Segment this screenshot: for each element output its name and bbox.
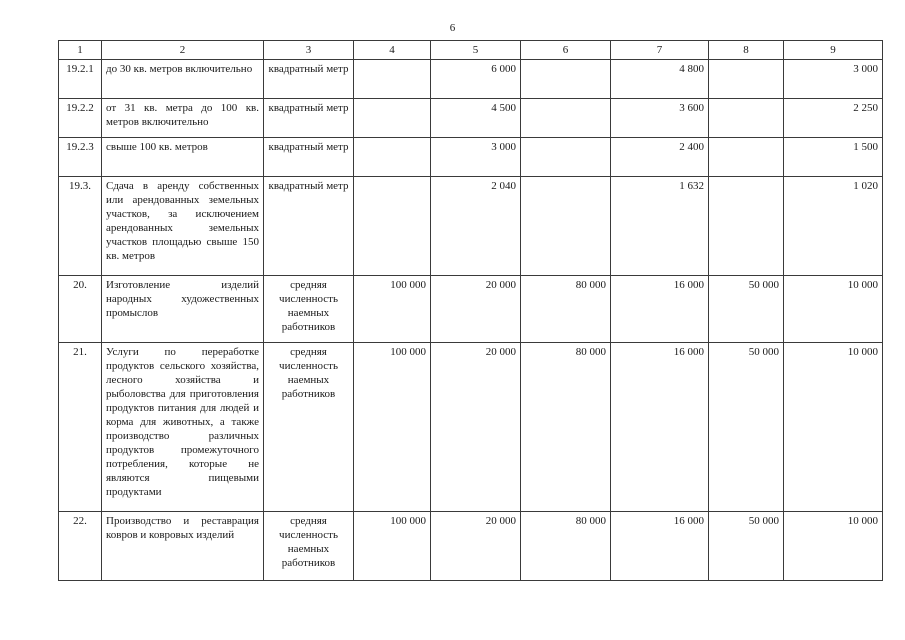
- row-activity: Изготовление изделий народных художественных промыслов: [102, 276, 264, 343]
- table-row: [59, 276, 883, 343]
- row-unit: квадратный метр: [264, 60, 354, 99]
- row-value-col7: 16 000: [611, 276, 709, 343]
- row-value-col5: 4 500: [431, 99, 521, 138]
- row-value-col8: 50 000: [709, 512, 784, 581]
- row-unit: средняя численность наемных работников: [264, 343, 354, 512]
- column-header-8: 8: [709, 41, 784, 60]
- row-value-col8: 50 000: [709, 276, 784, 343]
- row-value-col8: [709, 60, 784, 99]
- row-value-col5: 3 000: [431, 138, 521, 177]
- table-row: [59, 99, 883, 138]
- row-unit: средняя численность наемных работников: [264, 276, 354, 343]
- table-row: [59, 343, 883, 512]
- row-number: 21.: [59, 343, 102, 512]
- row-value-col7: 2 400: [611, 138, 709, 177]
- row-value-col6: [521, 138, 611, 177]
- row-value-col8: [709, 99, 784, 138]
- row-value-col4: 100 000: [354, 343, 431, 512]
- row-unit: квадратный метр: [264, 177, 354, 276]
- row-value-col4: [354, 99, 431, 138]
- row-value-col9: 2 250: [784, 99, 883, 138]
- column-header-5: 5: [431, 41, 521, 60]
- row-value-col5: 2 040: [431, 177, 521, 276]
- header-row: [59, 41, 883, 60]
- row-activity: до 30 кв. метров включительно: [102, 60, 264, 99]
- row-value-col9: 10 000: [784, 343, 883, 512]
- row-activity: Производство и реставрация ковров и ковровых изделий: [102, 512, 264, 581]
- row-value-col6: [521, 177, 611, 276]
- row-activity: Услуги по переработке продуктов сельского хозяйства, лесного хозяйства и рыболовства для приготовления продуктов питания для людей и корма для животных, а также производство различных продуктов промежуточного потребления, которые не являются пищевыми продуктами: [102, 343, 264, 512]
- row-activity: свыше 100 кв. метров: [102, 138, 264, 177]
- row-value-col7: 16 000: [611, 343, 709, 512]
- row-value-col5: 20 000: [431, 276, 521, 343]
- row-value-col5: 20 000: [431, 343, 521, 512]
- row-value-col8: [709, 177, 784, 276]
- row-value-col7: 1 632: [611, 177, 709, 276]
- table-row: [59, 60, 883, 99]
- page-number: 6: [449, 22, 456, 34]
- row-value-col9: 3 000: [784, 60, 883, 99]
- row-unit: средняя численность наемных работников: [264, 512, 354, 581]
- row-value-col4: 100 000: [354, 276, 431, 343]
- row-value-col9: 1 020: [784, 177, 883, 276]
- row-activity: Сдача в аренду собственных или арендованных земельных участков, за исключением арендованных земельных участков площадью свыше 150 кв. метров: [102, 177, 264, 276]
- row-number: 19.2.3: [59, 138, 102, 177]
- row-value-col8: 50 000: [709, 343, 784, 512]
- table-row: [59, 138, 883, 177]
- row-value-col4: 100 000: [354, 512, 431, 581]
- row-number: 22.: [59, 512, 102, 581]
- row-number: 19.2.2: [59, 99, 102, 138]
- row-value-col9: 10 000: [784, 512, 883, 581]
- row-value-col7: 4 800: [611, 60, 709, 99]
- row-value-col4: [354, 60, 431, 99]
- row-value-col6: 80 000: [521, 276, 611, 343]
- row-value-col6: [521, 99, 611, 138]
- row-value-col7: 3 600: [611, 99, 709, 138]
- row-number: 20.: [59, 276, 102, 343]
- column-header-1: 1: [59, 41, 102, 60]
- column-header-2: 2: [102, 41, 264, 60]
- row-value-col6: [521, 60, 611, 99]
- row-value-col9: 1 500: [784, 138, 883, 177]
- row-value-col8: [709, 138, 784, 177]
- row-value-col7: 16 000: [611, 512, 709, 581]
- row-value-col6: 80 000: [521, 512, 611, 581]
- table-row: [59, 177, 883, 276]
- row-value-col5: 6 000: [431, 60, 521, 99]
- row-unit: квадратный метр: [264, 99, 354, 138]
- row-activity: от 31 кв. метра до 100 кв. метров включительно: [102, 99, 264, 138]
- row-value-col4: [354, 138, 431, 177]
- row-value-col9: 10 000: [784, 276, 883, 343]
- row-value-col4: [354, 177, 431, 276]
- column-header-4: 4: [354, 41, 431, 60]
- row-number: 19.3.: [59, 177, 102, 276]
- row-value-col5: 20 000: [431, 512, 521, 581]
- row-unit: квадратный метр: [264, 138, 354, 177]
- column-header-7: 7: [611, 41, 709, 60]
- row-value-col6: 80 000: [521, 343, 611, 512]
- tariff-table: [58, 40, 883, 581]
- table-row: [59, 512, 883, 581]
- column-header-6: 6: [521, 41, 611, 60]
- column-header-3: 3: [264, 41, 354, 60]
- row-number: 19.2.1: [59, 60, 102, 99]
- column-header-9: 9: [784, 41, 883, 60]
